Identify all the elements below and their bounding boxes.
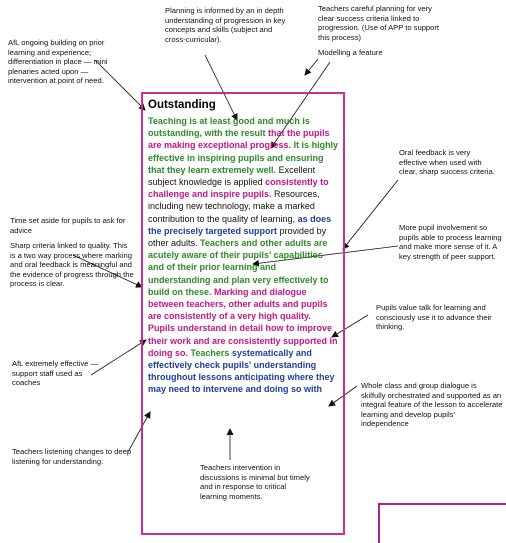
text-segment: systematically and effectively check pupils' understanding throughout lessons anticipating where they may need to intervene and doing so with bbox=[148, 347, 335, 395]
note-pupils-value-talk: Pupils value talk for learning and consciously use it to advance their thinking. bbox=[376, 303, 492, 331]
text-segment: Excellent subject knowledge is applied bbox=[148, 164, 316, 188]
text-segment: Resources, including new technology, make a marked contribution to the quality of learning, bbox=[148, 189, 320, 224]
note-intervention: Teachers intervention in discussions is minimal but timely and in response to critical learning moments. bbox=[200, 463, 310, 501]
note-time-set-aside: Time set aside for pupils to ask for advice Sharp criteria linked to quality. This is a two way process where marking and oral feedback is meaningful and the evidence of progress through the process is clear. bbox=[10, 216, 134, 288]
next-section-box bbox=[378, 503, 506, 543]
note-oral-feedback: Oral feedback is very effective when used with clear, sharp success criteria. bbox=[399, 148, 495, 176]
text-segment: provided by other adults. bbox=[148, 225, 327, 249]
text-segment: It is highly effective in inspiring pupils and ensuring that they learn extremely well. bbox=[148, 140, 339, 175]
note-sharp-criteria: Sharp criteria linked to quality. This is a two way process where marking and oral feedback is meaningful and the evidence of progress through the process is clear. bbox=[10, 241, 134, 288]
note-modelling: Modelling a feature bbox=[318, 48, 383, 57]
note-listening: Teachers listening changes to deep listening for understanding. bbox=[12, 447, 132, 466]
arrow-modelling bbox=[305, 59, 318, 75]
text-segment: consistently to challenge and inspire pupils. bbox=[148, 177, 329, 200]
note-pupil-involvement: More pupil involvement so pupils able to process learning and make more sense of it. A key strength of peer support. bbox=[399, 223, 502, 261]
text-segment: that the pupils are making exceptional progress. bbox=[148, 128, 330, 151]
note-whole-class: Whole class and group dialogue is skilfully orchestrated and supported as an integral feature of the lesson to accelerate learning and develop pupils' independence bbox=[361, 381, 503, 428]
note-planning: Planning is informed by an in depth understanding of progression in key concepts and skills (subject and cross-curricular). bbox=[165, 6, 286, 44]
text-segment: Teachers bbox=[190, 347, 232, 358]
note-afl-ongoing: AfL ongoing building on prior learning and experience; differentiation in place — mini plenaries acted upon — intervention at point of need. bbox=[8, 38, 108, 85]
note-afl-coaches: AfL extremely effective — support staff used as coaches bbox=[12, 359, 99, 387]
outstanding-box bbox=[141, 92, 345, 535]
text-segment: Marking and dialogue between teachers, other adults and pupils are consistently of a very high quality. Pupils understand in detail how to improve their work and are consistently supported in doing so. bbox=[148, 286, 338, 358]
text-segment: as does the precisely targeted support bbox=[148, 213, 332, 236]
text-segment: Teaching is at least good and much is outstanding, with the result bbox=[148, 116, 310, 139]
box-title: Outstanding bbox=[148, 99, 216, 111]
text-segment: Teachers and other adults are acutely aware of their pupils' capabilities and of their prior learning and understanding bbox=[148, 238, 328, 285]
text-segment: and plan very effectively to build on these. bbox=[148, 274, 329, 297]
note-success-criteria: Teachers careful planning for very clear success criteria linked to progression. (Use of APP to support this process) Modelling a feature bbox=[318, 4, 440, 57]
box-text bbox=[148, 115, 339, 396]
arrow-oral-feedback bbox=[343, 180, 398, 249]
